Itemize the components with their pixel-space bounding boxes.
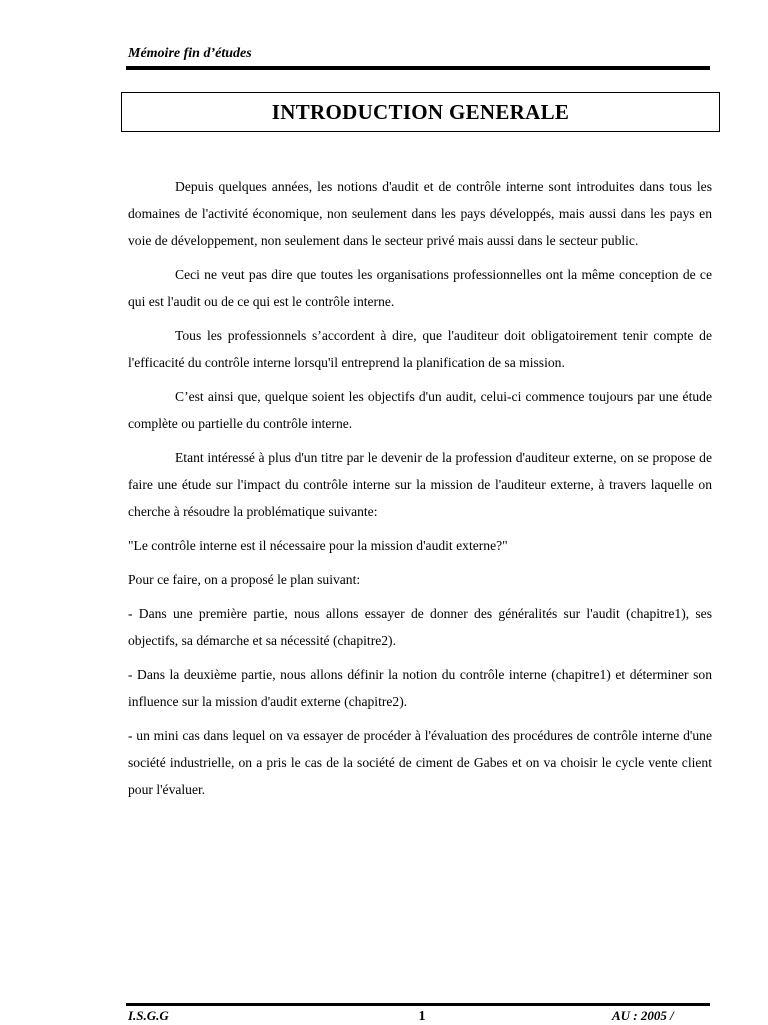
- body-text: [128, 173, 712, 810]
- title-box: [121, 92, 720, 132]
- footer-academic-year: AU : 2005 /: [612, 1008, 674, 1023]
- header-rule: [126, 66, 710, 70]
- page-number: 1: [418, 1009, 426, 1024]
- footer-rule: [126, 1003, 710, 1006]
- footer-institution: I.S.G.G: [128, 1008, 169, 1023]
- plan-item: - un mini cas dans lequel on va essayer de procéder à l'évaluation des procédures de contrôle interne d'une société industrielle, on a pris le cas de la société de ciment de Gabes et on va choisir le cycle vente client pour l'évaluer.: [128, 728, 712, 797]
- plan-item: - Dans la deuxième partie, nous allons définir la notion du contrôle interne (chapitre1) et déterminer son influence sur la mission d'audit externe (chapitre2).: [128, 667, 712, 709]
- plan-intro: Pour ce faire, on a proposé le plan suivant:: [128, 572, 361, 587]
- paragraph: Depuis quelques années, les notions d'audit et de contrôle interne sont introduites dans tous les domaines de l'activité économique, non seulement dans les pays développés, mais aussi dans les pays en voie de développement, non seulement dans le secteur privé mais aussi dans le secteur public.: [128, 179, 712, 248]
- plan-item: - Dans une première partie, nous allons essayer de donner des généralités sur l'audit (chapitre1), ses objectifs, sa démarche et sa nécessité (chapitre2).: [128, 606, 712, 648]
- problem-statement: "Le contrôle interne est il nécessaire pour la mission d'audit externe?": [128, 538, 508, 553]
- paragraph: Etant intéressé à plus d'un titre par le devenir de la profession d'auditeur externe, on se propose de faire une étude sur l'impact du contrôle interne sur la mission de l'auditeur externe, à travers laquelle on cherche à résoudre la problématique suivante:: [128, 450, 712, 519]
- page-title: INTRODUCTION GENERALE: [271, 99, 570, 124]
- running-header: Mémoire fin d’études: [128, 46, 252, 61]
- paragraph: Ceci ne veut pas dire que toutes les organisations professionnelles ont la même conception de ce qui est l'audit ou de ce qui est le contrôle interne.: [128, 267, 712, 309]
- paragraph: C’est ainsi que, quelque soient les objectifs d'un audit, celui-ci commence toujours par une étude complète ou partielle du contrôle interne.: [128, 389, 712, 431]
- paragraph: Tous les professionnels s’accordent à dire, que l'auditeur doit obligatoirement tenir compte de l'efficacité du contrôle interne lorsqu'il entreprend la planification de sa mission.: [128, 328, 712, 370]
